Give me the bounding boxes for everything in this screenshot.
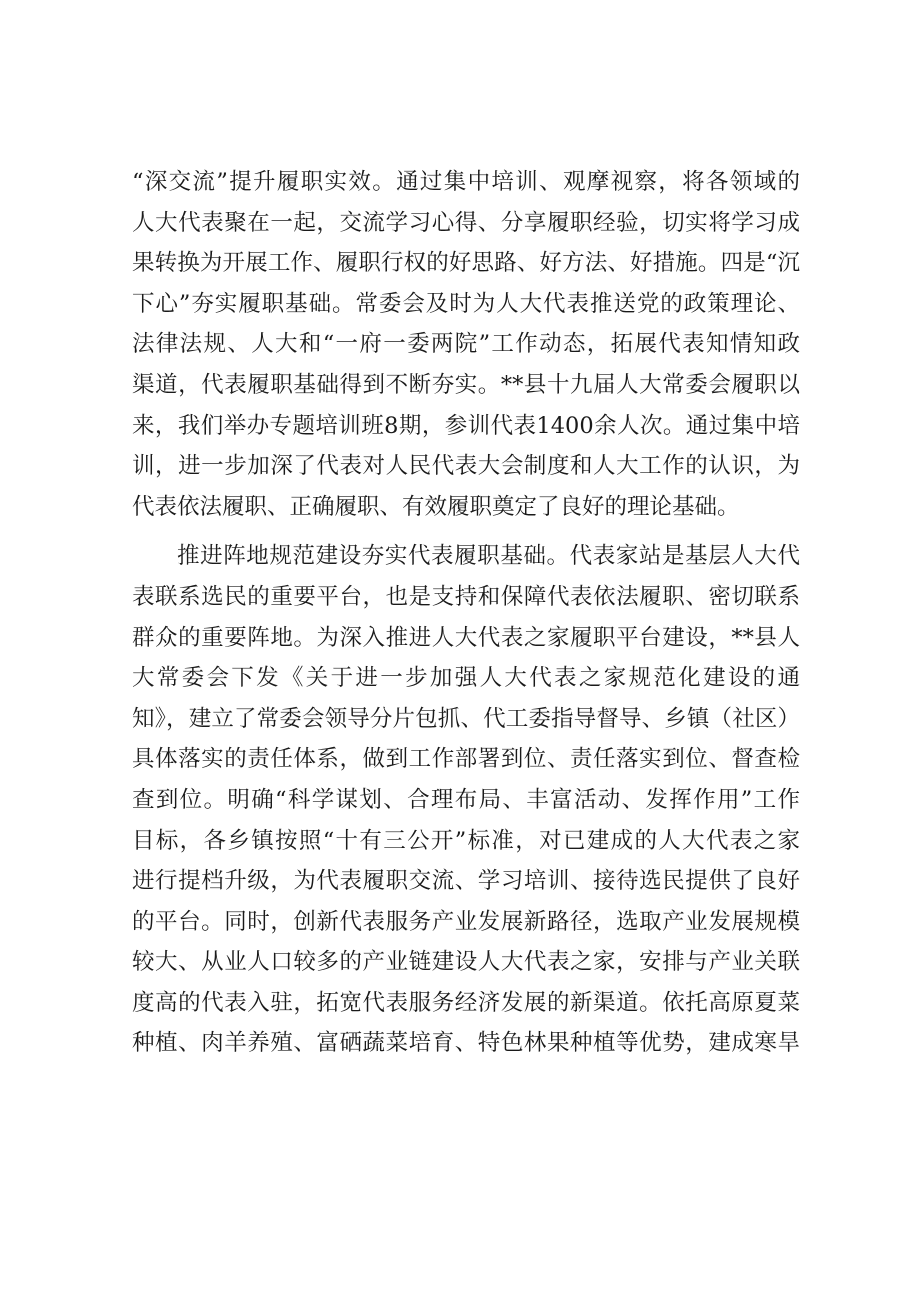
text-line: 果转换为开展工作、履职行权的好思路、好方法、好措施。四是“沉 — [132, 250, 800, 277]
text-line: 度高的代表入驻，拓宽代表服务经济发展的新渠道。依托高原夏菜 — [132, 989, 800, 1016]
text-line: 具体落实的责任体系，做到工作部署到位、责任落实到位、督查检 — [132, 746, 800, 773]
paragraph-1 — [132, 162, 800, 527]
document-body — [132, 162, 800, 1064]
text-line: 下心”夯实履职基础。常委会及时为人大代表推送党的政策理论、 — [132, 290, 800, 317]
text-line: 知》，建立了常委会领导分片包抓、代工委指导督导、乡镇（社区） — [132, 705, 800, 732]
text-line: 来，我们举办专题培训班8期，参训代表1400余人次。通过集中培 — [132, 412, 800, 439]
text-line: 较大、从业人口较多的产业链建设人大代表之家，安排与产业关联 — [132, 949, 800, 976]
text-line: 表联系选民的重要平台，也是支持和保障代表依法履职、密切联系 — [132, 583, 800, 610]
text-line: 渠道，代表履职基础得到不断夯实。**县十九届人大常委会履职以 — [132, 371, 800, 398]
text-line: 大常委会下发《关于进一步加强人大代表之家规范化建设的通 — [132, 665, 800, 692]
text-line: 的平台。同时，创新代表服务产业发展新路径，选取产业发展规模 — [132, 908, 800, 935]
text-line: 查到位。明确“科学谋划、合理布局、丰富活动、发挥作用”工作 — [132, 786, 800, 813]
text-line: 进行提档升级，为代表履职交流、学习培训、接待选民提供了良好 — [132, 868, 800, 895]
text-line: 目标，各乡镇按照“十有三公开”标准，对已建成的人大代表之家 — [132, 827, 800, 854]
text-line: 训，进一步加深了代表对人民代表大会制度和人大工作的认识，为 — [132, 453, 800, 480]
paragraph-spacer — [132, 527, 800, 536]
text-line: 法律法规、人大和“一府一委两院”工作动态，拓展代表知情知政 — [132, 331, 800, 358]
text-line: “深交流”提升履职实效。通过集中培训、观摩视察，将各领域的 — [132, 169, 800, 195]
text-line: 种植、肉羊养殖、富硒蔬菜培育、特色林果种植等优势，建成寒旱 — [132, 1030, 800, 1057]
text-line: 人大代表聚在一起，交流学习心得、分享履职经验，切实将学习成 — [132, 209, 800, 236]
text-line: 代表依法履职、正确履职、有效履职奠定了良好的理论基础。 — [132, 493, 740, 520]
paragraph-2 — [132, 536, 800, 1064]
text-line: 推进阵地规范建设夯实代表履职基础。代表家站是基层人大代 — [177, 543, 800, 570]
text-line: 群众的重要阵地。为深入推进人大代表之家履职平台建设，**县人 — [132, 624, 800, 651]
